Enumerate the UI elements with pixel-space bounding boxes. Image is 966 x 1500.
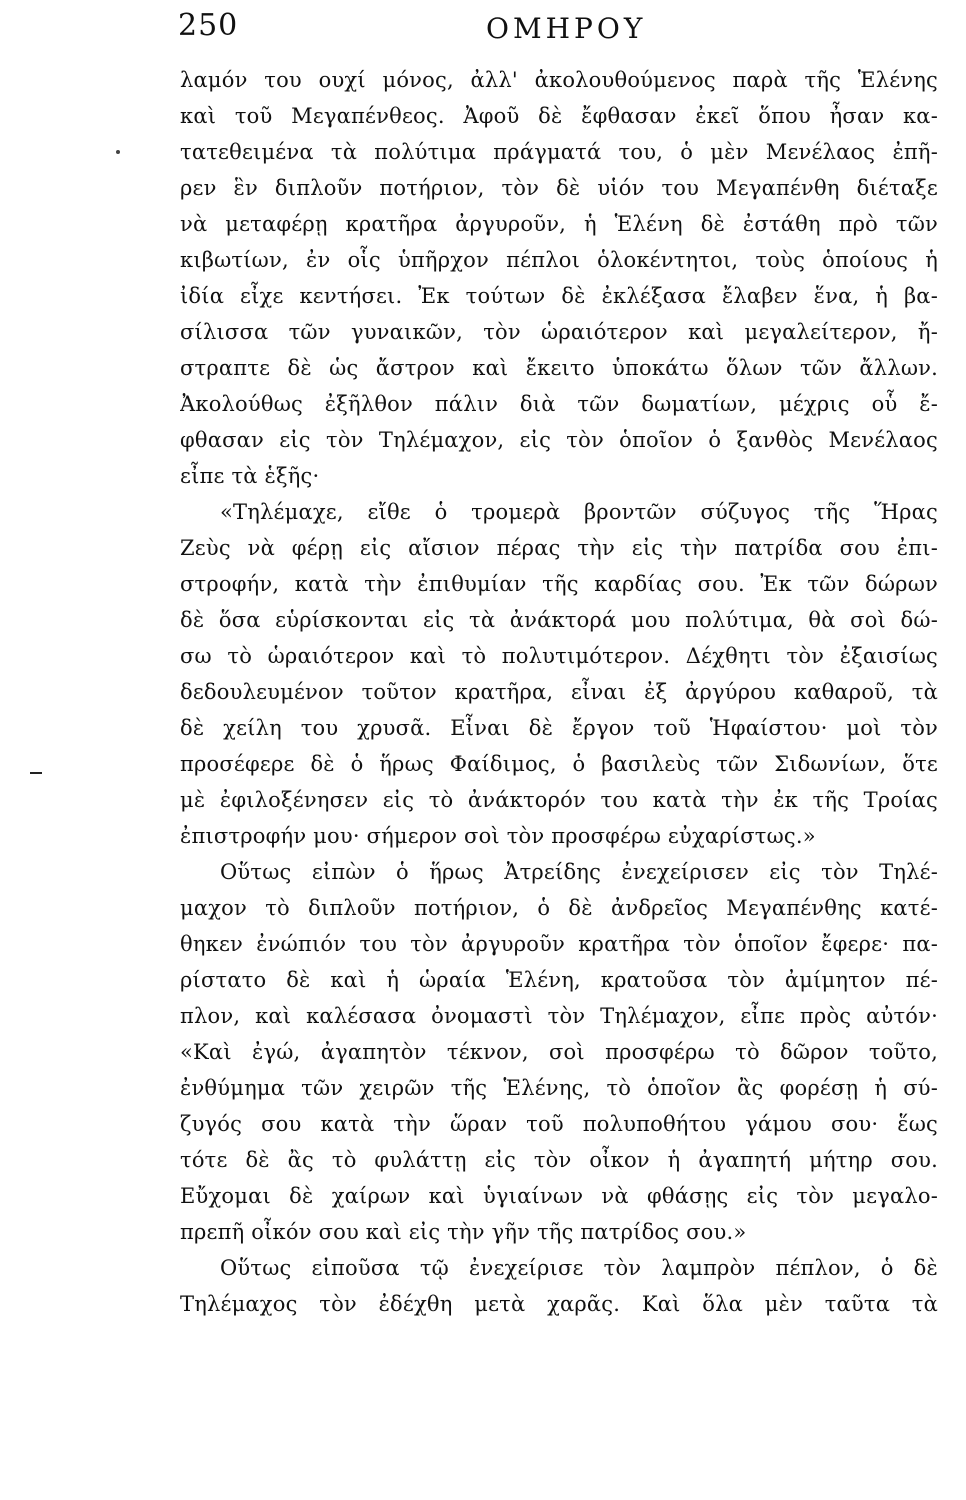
text-line: θηκεν ἐνώπιόν του τὸν ἀργυροῦν κρατῆρα τὸν ὁποῖον ἔφερε· πα- [180, 932, 938, 956]
text-line: σίλισσα τῶν γυναικῶν, τὸν ὡραιότερον καὶ μεγαλείτερον, ἤ- [180, 320, 938, 344]
text-line: νὰ μεταφέρῃ κρατῆρα ἀργυροῦν, ἡ Ἑλένη δὲ ἐστάθη πρὸ τῶν [180, 212, 938, 236]
text-line: πλον, καὶ καλέσασα ὀνομαστὶ τὸν Τηλέμαχον, εἶπε πρὸς αὐτόν· [180, 1004, 938, 1028]
text-line: μὲ ἐφιλοξένησεν εἰς τὸ ἀνάκτορόν του κατὰ τὴν ἐκ τῆς Τροίας [180, 788, 938, 812]
text-line: μαχον τὸ διπλοῦν ποτήριον, ὁ δὲ ἀνδρεῖος Μεγαπένθης κατέ- [180, 896, 938, 920]
text-line: δεδουλευμένον τοῦτον κρατῆρα, εἶναι ἐξ ἀργύρου καθαροῦ, τὰ [180, 680, 938, 704]
text-line: ἐνθύμημα τῶν χειρῶν τῆς Ἑλένης, τὸ ὁποῖον ἂς φορέσῃ ἡ σύ- [180, 1076, 938, 1100]
text-line: προσέφερε δὲ ὁ ἥρως Φαίδιμος, ὁ βασιλεὺς τῶν Σιδωνίων, ὅτε [180, 752, 938, 776]
text-line: φθασαν εἰς τὸν Τηλέμαχον, εἰς τὸν ὁποῖον ὁ ξανθὸς Μενέλαος [180, 428, 938, 452]
text-line: ρίστατο δὲ καὶ ἡ ὡραία Ἑλένη, κρατοῦσα τὸν ἀμίμητον πέ- [180, 968, 938, 992]
running-title: ΟΜΗΡΟΥ [486, 12, 647, 45]
text-line: σω τὸ ὡραιότερον καὶ τὸ πολυτιμότερον. Δέχθητι τὸν ἐξαισίως [180, 644, 938, 668]
text-line: στραπτε δὲ ὡς ἄστρον καὶ ἔκειτο ὑποκάτω ὅλων τῶν ἄλλων. [180, 356, 938, 380]
text-line: τότε δὲ ἂς τὸ φυλάττῃ εἰς τὸν οἶκον ἡ ἀγαπητή μήτηρ σου. [180, 1148, 938, 1172]
text-line: κιβωτίων, ἐν οἷς ὑπῆρχον πέπλοι ὁλοκέντητοι, τοὺς ὁποίους ἡ [180, 248, 938, 272]
text-line: καὶ τοῦ Μεγαπένθεος. Ἀφοῦ δὲ ἔφθασαν ἐκεῖ ὅπου ἦσαν κα- [180, 104, 938, 128]
text-line: Ζεὺς νὰ φέρῃ εἰς αἴσιον πέρας τὴν εἰς τὴν πατρίδα σου ἐπι- [180, 536, 938, 560]
text-line: πρεπῆ οἶκόν σου καὶ εἰς τὴν γῆν τῆς πατρίδος σου.» [180, 1220, 747, 1244]
text-line: δὲ ὅσα εὑρίσκονται εἰς τὰ ἀνάκτορά μου πολύτιμα, θὰ σοὶ δώ- [180, 608, 938, 632]
text-line: δὲ χείλη του χρυσᾶ. Εἶναι δὲ ἔργον τοῦ Ἡφαίστου· μοὶ τὸν [180, 716, 938, 740]
text-line: στροφήν, κατὰ τὴν ἐπιθυμίαν τῆς καρδίας σου. Ἐκ τῶν δώρων [180, 572, 938, 596]
text-line: Οὕτως εἰποῦσα τῷ ἐνεχείρισε τὸν λαμπρὸν πέπλον, ὁ δὲ [220, 1256, 938, 1280]
text-line: εἶπε τὰ ἑξῆς· [180, 464, 320, 488]
margin-dash-mark [30, 772, 42, 774]
text-line: «Καὶ ἐγώ, ἀγαπητὸν τέκνον, σοὶ προσφέρω τὸ δῶρον τοῦτο, [180, 1040, 938, 1064]
ink-speck-mark [116, 150, 120, 154]
text-line: Οὕτως εἰπὼν ὁ ἥρως Ἀτρείδης ἐνεχείρισεν εἰς τὸν Τηλέ- [220, 860, 938, 884]
body-text [180, 62, 938, 1322]
text-line: ἐπιστροφήν μου· σήμερον σοὶ τὸν προσφέρω εὐχαρίστως.» [180, 824, 816, 848]
text-line: Ἀκολούθως ἐξῆλθον πάλιν διὰ τῶν δωματίων, μέχρις οὗ ἔ- [180, 392, 938, 416]
page-number: 250 [178, 8, 239, 43]
text-line: «Τηλέμαχε, εἴθε ὁ τρομερὰ βροντῶν σύζυγος τῆς Ἥρας [220, 500, 938, 524]
text-line: λαμόν του ουχί μόνος, ἀλλ' ἀκολουθούμενος παρὰ τῆς Ἑλένης [180, 68, 938, 92]
text-line: Εὔχομαι δὲ χαίρων καὶ ὑγιαίνων νὰ φθάσῃς εἰς τὸν μεγαλο- [180, 1184, 938, 1208]
text-line: ρεν ἓν διπλοῦν ποτήριον, τὸν δὲ υἱόν του Μεγαπένθη διέταξε [180, 176, 938, 200]
text-line: ζυγός σου κατὰ τὴν ὥραν τοῦ πολυποθήτου γάμου σου· ἕως [180, 1112, 938, 1136]
page-header [0, 8, 966, 48]
text-line: τατεθειμένα τὰ πολύτιμα πράγματά του, ὁ μὲν Μενέλαος ἐπῆ- [180, 140, 938, 164]
text-line: Τηλέμαχος τὸν ἐδέχθη μετὰ χαρᾶς. Καὶ ὅλα μὲν ταῦτα τὰ [180, 1292, 938, 1316]
text-line: ἰδία εἶχε κεντήσει. Ἐκ τούτων δὲ ἐκλέξασα ἔλαβεν ἕνα, ἡ βα- [180, 284, 938, 308]
